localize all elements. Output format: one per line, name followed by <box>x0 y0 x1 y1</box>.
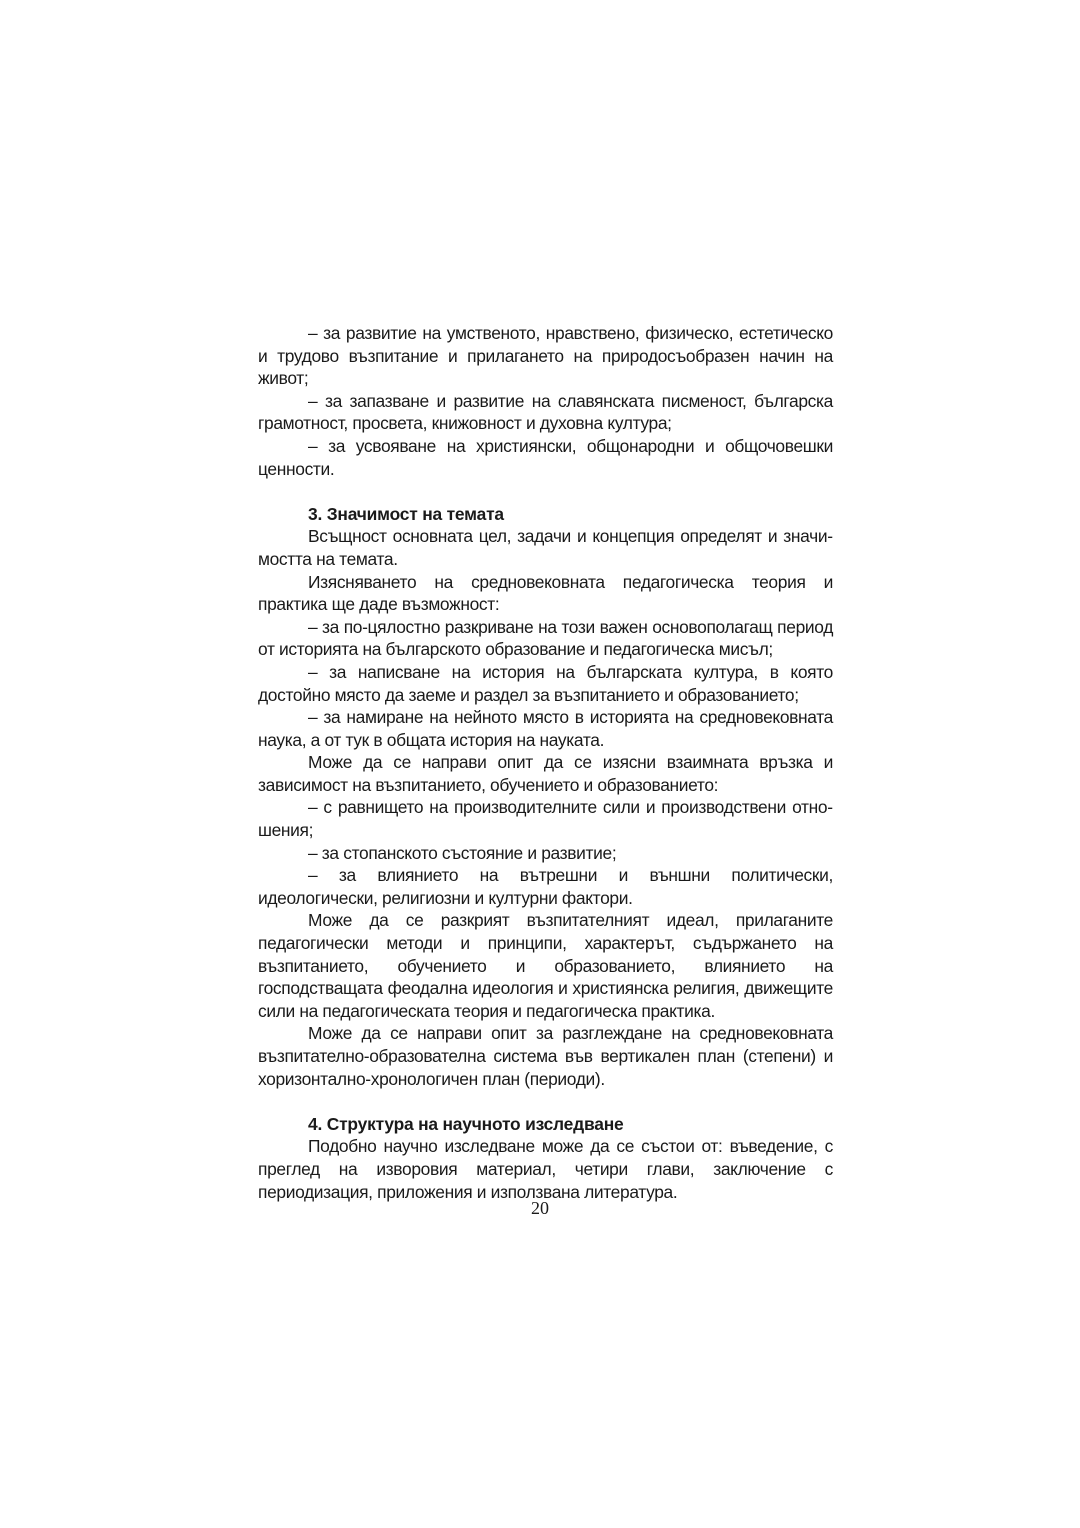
body-paragraph: – за написване на история на българската култура, в която достойно място да заеме и раздел за възпитанието и образованието; <box>258 661 833 705</box>
body-paragraph: – за запазване и развитие на славянската писменост, българска грамотност, просвета, книжовност и духовна култура; <box>258 390 833 434</box>
body-paragraph: Всъщност основната цел, задачи и концепция определят и значимостта на темата. <box>258 526 833 569</box>
body-paragraph: Изясняването на средновековната педагогическа теория и практика ще даде възможност: <box>258 571 833 615</box>
body-paragraph: Подобно научно изследване може да се състои от: въведение, с преглед на изворовия материал, четири глави, заключение с периодизация, приложения и използвана литература. <box>258 1136 833 1202</box>
section-heading: 4. Структура на научното изследване <box>308 1113 624 1134</box>
body-paragraph: Може да се направи опит за разглеждане на средновековната възпитателно-образователна система във вертикален план (степени) и хоризонтално-хронологичен план (периоди). <box>258 1023 833 1089</box>
body-paragraph: – за развитие на умственото, нравствено, физическо, естетическо и трудово възпитание и прилагането на природосъобразен начин на живот; <box>258 323 833 389</box>
body-paragraph: Може да се разкрият възпитателният идеал, прилаганите педагогически методи и принципи, характерът, съдържането на възпитанието, обучението и образованието, влиянието на господстващата феодална идеология и християнска религия, движещите сили на педагогическата теория и педагогическа практика. <box>258 910 833 1021</box>
page-body <box>258 322 833 1203</box>
section-spacer <box>258 1090 833 1113</box>
section-spacer <box>258 480 833 503</box>
body-paragraph: – за влиянието на вътрешни и външни политически, идеологически, религиозни и културни фактори. <box>258 865 833 908</box>
page-number: 20 <box>531 1198 549 1218</box>
body-paragraph: – с равнището на производителните сили и производствени отношения; <box>258 797 833 841</box>
body-paragraph: Може да се направи опит да се изясни взаимната връзка и зависимост на възпитанието, обучението и образованието: <box>258 752 833 795</box>
body-paragraph: – за усвояване на християнски, общонародни и общочовешки ценности. <box>258 435 833 479</box>
body-paragraph: – за стопанското състояние и развитие; <box>308 842 617 863</box>
body-paragraph: – за намиране на нейното място в историята на средновековната наука, а от тук в общата история на науката. <box>258 707 833 750</box>
body-paragraph: – за по-цялостно разкриване на този важен основополагащ период от историята на българското образование и педагогическа мисъл; <box>258 616 833 660</box>
section-heading: 3. Значимост на темата <box>308 503 504 524</box>
